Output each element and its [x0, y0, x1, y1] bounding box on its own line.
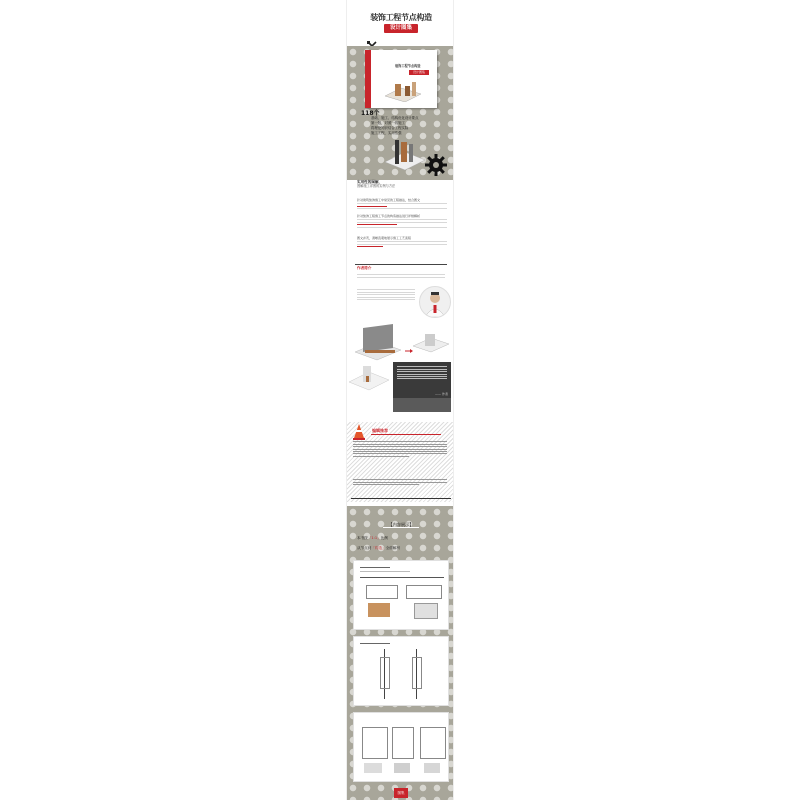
features-subheading: 图解施工详图的实例与方法: [357, 184, 396, 188]
preview-line-1-highlight: 「1:1」: [367, 536, 381, 540]
feature-item-text: 针对装饰工程施工节点的构造做法进行详细解析: [357, 214, 421, 218]
feature-item: [357, 214, 447, 229]
recommend-title: 编辑推荐: [372, 428, 388, 433]
promo-line: 施工工程，实用性强: [371, 131, 402, 135]
recommend-section: [347, 422, 454, 502]
preview-title: 【内容展示】: [388, 522, 414, 527]
preview-line-2: [357, 546, 400, 551]
book-illustration: [381, 78, 427, 102]
features-section: [347, 180, 454, 266]
page-title: 装饰工程节点构造: [370, 13, 432, 22]
cone-icon: [353, 424, 365, 440]
book-cover-title: 装饰工程节点构造: [395, 64, 421, 68]
feature-item-text: 图文并茂，清晰直观地展示施工工艺流程: [357, 236, 412, 240]
book-cover: [365, 50, 437, 108]
arrow-red-icon: [405, 338, 413, 342]
gear-icon: [425, 154, 447, 176]
detail-render: [385, 136, 425, 172]
book-cover-badge: 设计图集: [409, 70, 429, 75]
preview-line-1: [357, 536, 388, 541]
preview-line-2-prefix: 从节点到: [357, 546, 372, 550]
preview-line-2-highlight: 「构造」: [371, 546, 386, 550]
tools-icon: [367, 36, 377, 46]
promo-line: 第一版，对照一线施工: [371, 121, 405, 125]
feature-item: [357, 236, 447, 249]
illustration-section: [347, 320, 454, 416]
quote-signature: —— 作者: [435, 392, 448, 396]
corner-render: [349, 362, 389, 392]
author-label: 作者简介: [357, 266, 372, 270]
author-avatar: [419, 286, 451, 318]
product-page-strip: [346, 0, 454, 800]
quote-box: [393, 362, 451, 412]
promo-line: 将理论知识结合工程实际: [371, 126, 409, 130]
preview-section: [347, 506, 454, 800]
preview-line-2-suffix: 全面解析: [385, 546, 401, 550]
preview-line-1-suffix: 比例: [380, 536, 388, 540]
preview-line-1-prefix: 本书按: [357, 536, 368, 540]
promo-count: 118个: [361, 110, 380, 117]
feature-item: [357, 198, 447, 211]
preview-page: [353, 560, 449, 630]
author-section: [347, 266, 454, 320]
preview-page: [353, 712, 449, 782]
header-section: [347, 0, 454, 46]
promo-line: 基础、施工、结构优化设计要点: [371, 116, 419, 120]
footer-seal: 图集: [394, 788, 408, 798]
features-heading: 实用性的图解，: [357, 180, 383, 184]
promo-lines: [371, 116, 447, 136]
wall-render: [353, 322, 403, 362]
title-badge: 设计图集: [384, 24, 418, 33]
preview-page: [353, 636, 449, 706]
feature-item-text: 针对建筑装饰施工中常见的工程做法，结合图文: [357, 198, 421, 202]
book-panel: [347, 46, 454, 180]
small-render: [413, 330, 449, 356]
